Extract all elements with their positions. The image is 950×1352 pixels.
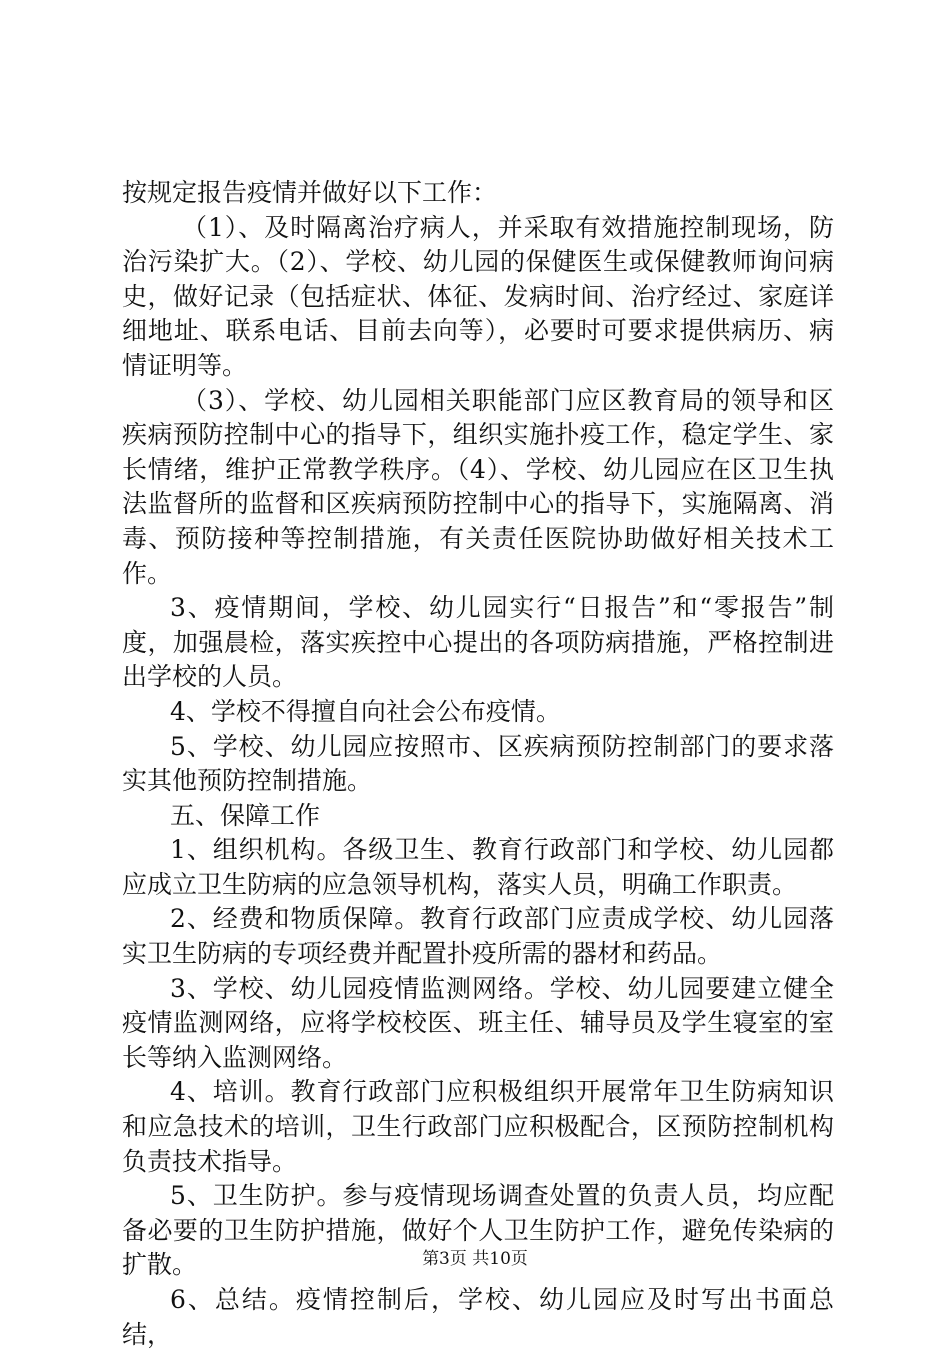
paragraph-monitoring-network: 3、学校、幼儿园疫情监测网络。学校、幼儿园要建立健全疫情监测网络，应将学校校医、班主任、辅导员及学生寝室的室长等纳入监测网络。 bbox=[122, 973, 834, 1072]
page-number: 第3页 共10页 bbox=[422, 1249, 528, 1269]
section-heading-safeguards: 五、保障工作 bbox=[170, 800, 321, 830]
paragraph-report-continuation: 按规定报告疫情并做好以下工作： bbox=[122, 178, 498, 207]
paragraph-no-public-release: 4、学校不得擅自向社会公布疫情。 bbox=[170, 696, 561, 726]
paragraph-epidemic-response: （3）、学校、幼儿园相关职能部门应区教育局的领导和区疾病预防控制中心的指导下，组织实施扑疫工作，稳定学生、家长情绪，维护正常教学秩序。（4）、学校、幼儿园应在区卫生执法监督所的监督和区疾病预防控制中心的指导下，实施隔离、消毒、预防接种等控制措施，有关责任医院协助做好相关技术工作。 bbox=[122, 385, 834, 588]
paragraph-protection: 5、卫生防护。参与疫情现场调查处置的负责人员，均应配备必要的卫生防护措施，做好个人卫生防护工作，避免传染病的扩散。 bbox=[122, 1181, 834, 1280]
paragraph-training: 4、培训。教育行政部门应积极组织开展常年卫生防病知识和应急技术的培训，卫生行政部门应积极配合，区预防控制机构负责技术指导。 bbox=[122, 1077, 834, 1176]
paragraph-daily-report: 3、疫情期间，学校、幼儿园实行“日报告”和“零报告”制度，加强晨检，落实疾控中心提出的各项防病措施，严格控制进出学校的人员。 bbox=[122, 593, 834, 692]
paragraph-funding: 2、经费和物质保障。教育行政部门应责成学校、幼儿园落实卫生防病的专项经费并配置扑疫所需的器材和药品。 bbox=[122, 904, 834, 969]
paragraph-isolation-items: （1）、及时隔离治疗病人，并采取有效措施控制现场，防治污染扩大。（2）、学校、幼儿园的保健医生或保健教师询问病史，做好记录（包括症状、体征、发病时间、治疗经过、家庭详细地址、联系电话、目前去向等），必要时可要求提供病历、病情证明等。 bbox=[122, 212, 834, 380]
paragraph-summary: 6、总结。疫情控制后，学校、幼儿园应及时写出书面总结， bbox=[122, 1285, 834, 1349]
paragraph-organization: 1、组织机构。各级卫生、教育行政部门和学校、幼儿园都应成立卫生防病的应急领导机构，落实人员，明确工作职责。 bbox=[122, 835, 834, 899]
document-body bbox=[122, 176, 834, 1352]
paragraph-other-measures: 5、学校、幼儿园应按照市、区疾病预防控制部门的要求落实其他预防控制措施。 bbox=[122, 731, 834, 796]
